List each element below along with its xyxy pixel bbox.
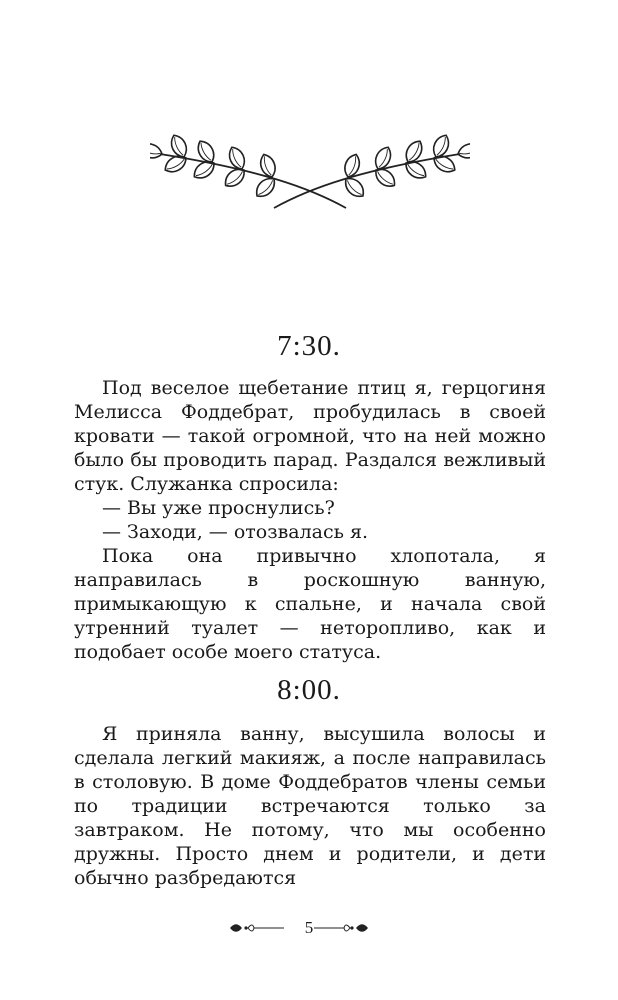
paragraph: Под веселое щебетание птиц я, герцогиня Мелисса Фоддебрат, пробудилась в своей кровати — такой огромной, что на ней можно было бы проводить парад. Раздался вежливый стук. Служанка спросила:	[74, 377, 546, 495]
fleuron-right-icon	[300, 918, 370, 938]
page-number: 5	[304, 918, 314, 937]
page-footer	[0, 914, 618, 940]
body-text-2	[74, 722, 546, 890]
paragraph: Пока она привычно хлопотала, я направилась в роскошную ванную, примыкающую к спальне, и начала свой утренний туалет — неторопливо, как и подобает особе моего статуса.	[74, 545, 546, 663]
paragraph: Я приняла ванну, высушила волосы и сделала легкий макияж, а после направилась в столовую. В доме Фоддебратов члены семьи по традиции встречаются только за завтраком. Не потому, что мы особенно дружны. Просто днем и родители, и дети обычно разбредаются	[74, 723, 546, 889]
section-heading-2: 8:00.	[277, 674, 341, 706]
laurel-ornament-icon	[150, 128, 470, 212]
body-text-1	[74, 376, 546, 664]
paragraph: — Заходи, — отозвалась я.	[102, 521, 369, 543]
paragraph: — Вы уже проснулись?	[102, 497, 335, 519]
section-heading-1: 7:30.	[277, 330, 341, 362]
